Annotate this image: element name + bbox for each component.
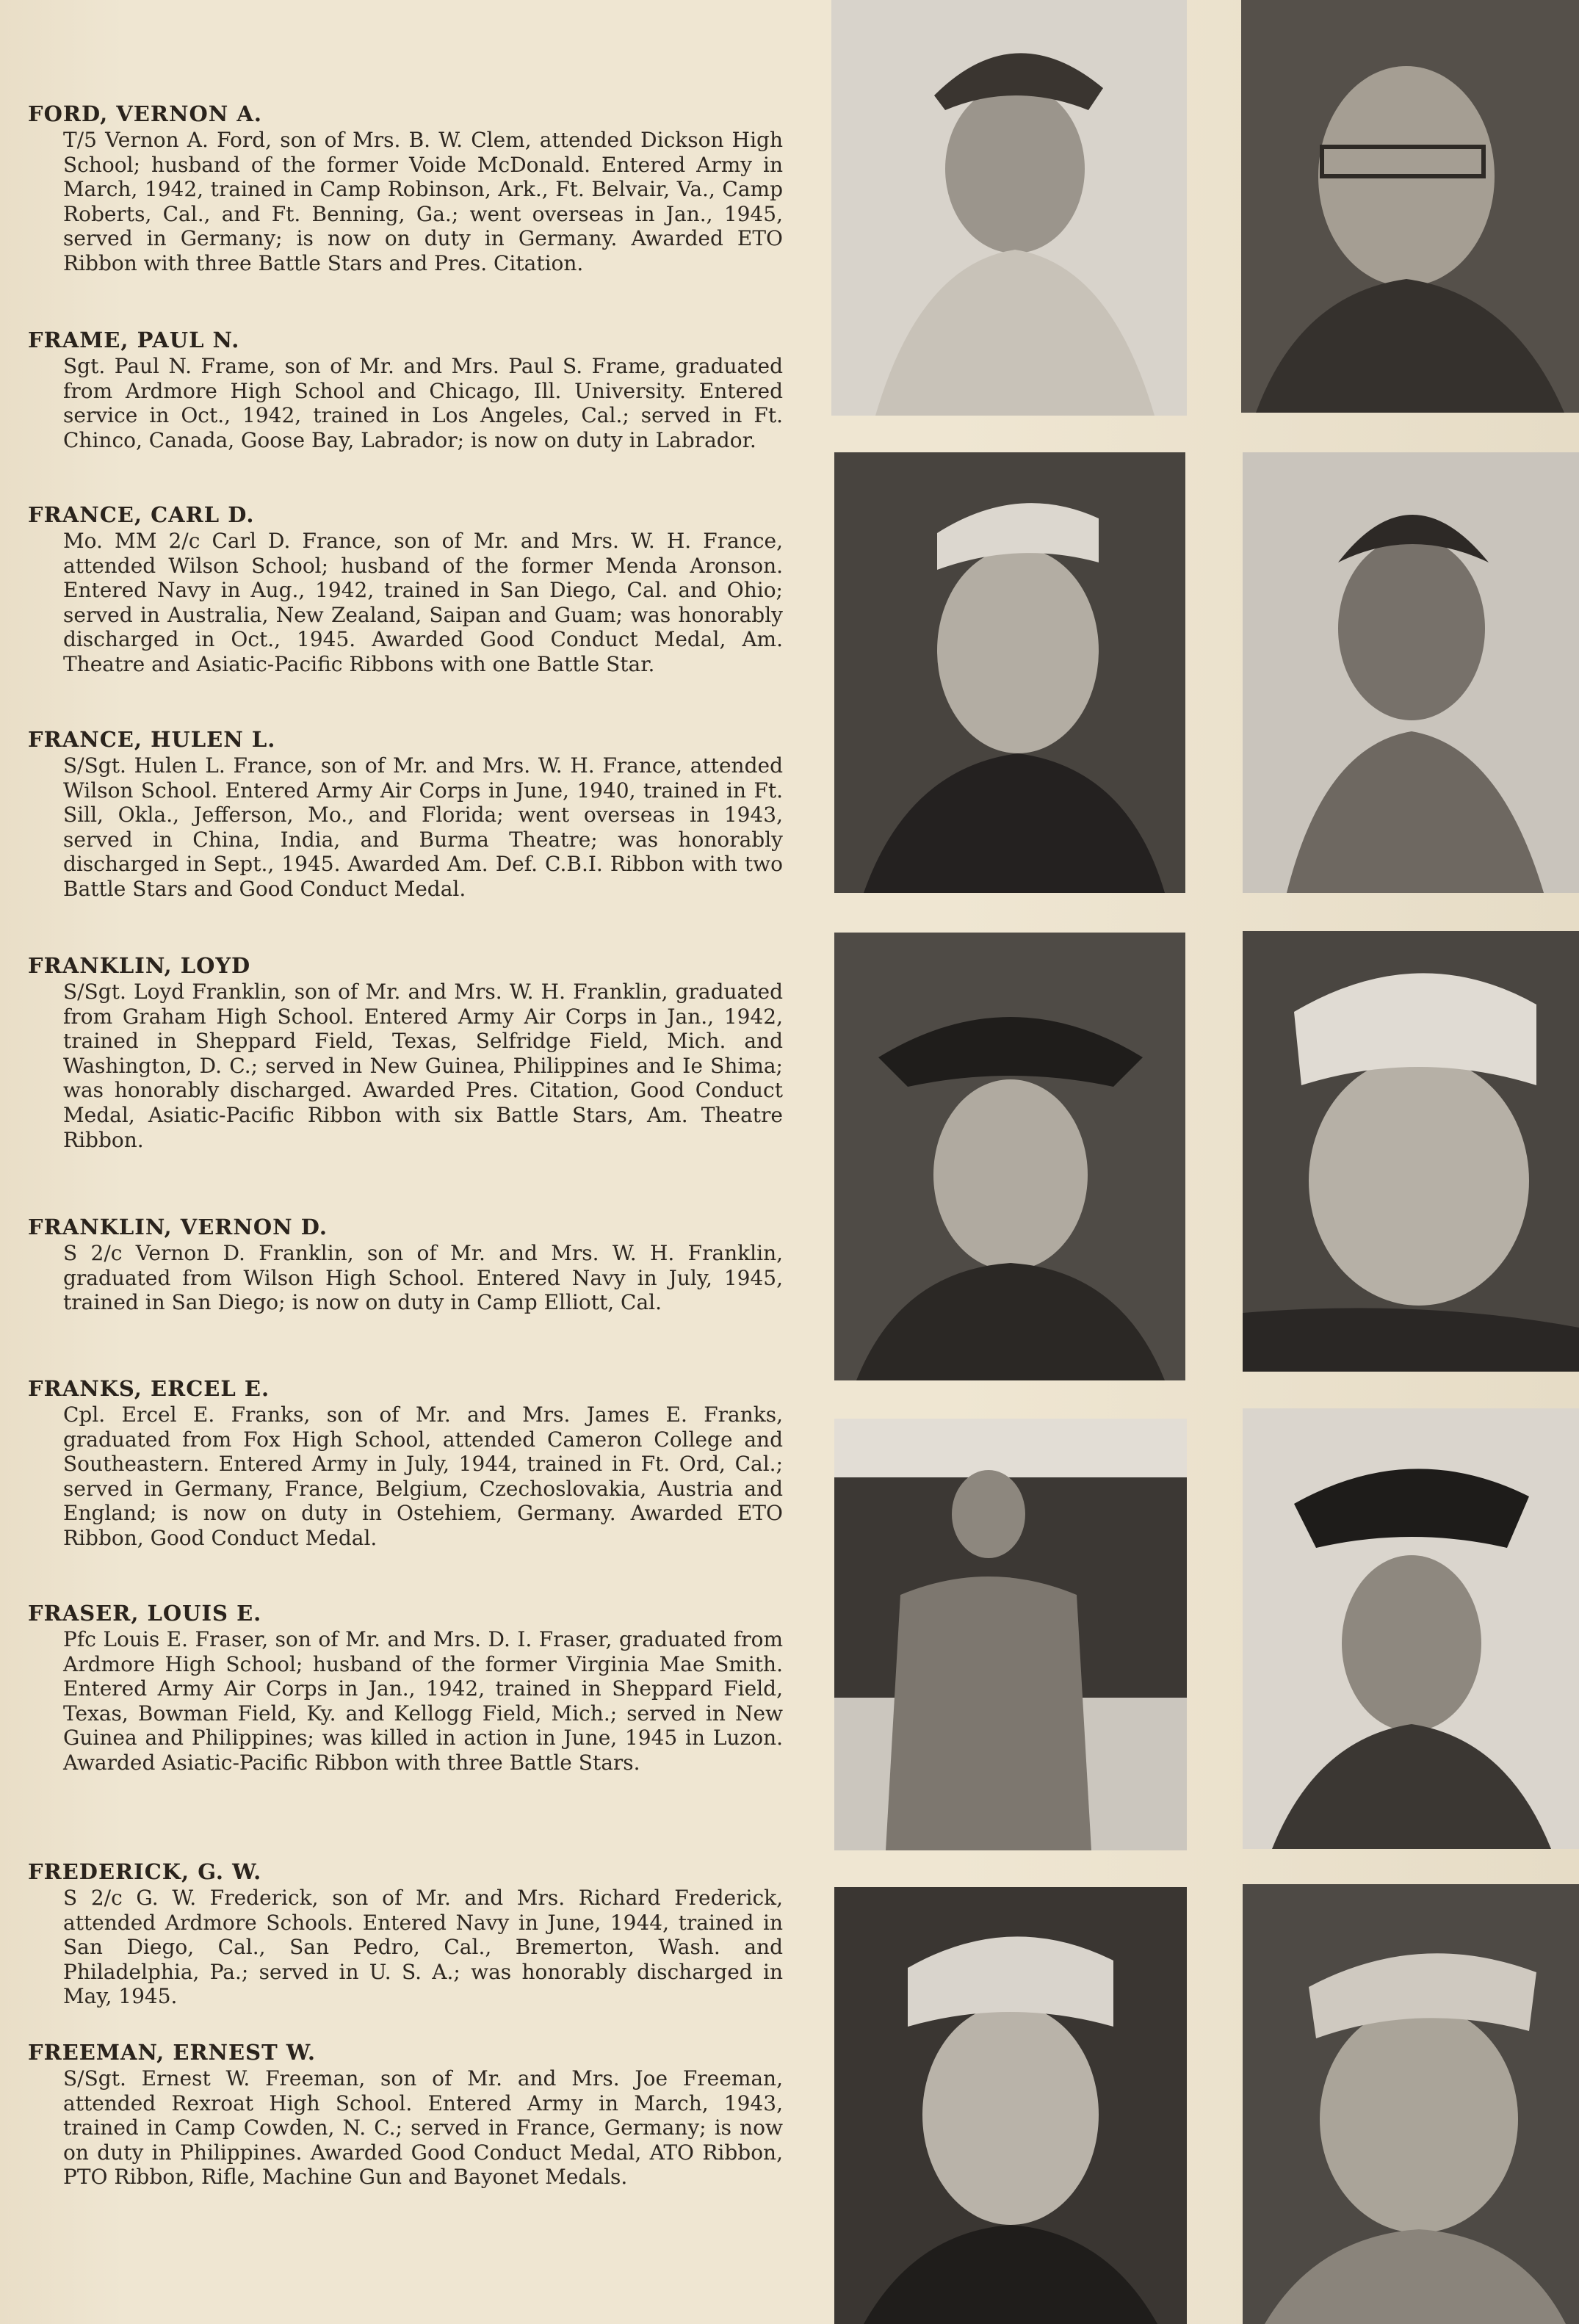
portrait-franks-ercel [834,1419,1187,1850]
portrait-ford-vernon [831,0,1187,416]
entry-body: S/Sgt. Ernest W. Freeman, son of Mr. and Mrs. Joe Freeman, attended Rexroat High School. Entered Army in March, 1943, trained in Camp Cowden, N. C.; served in France, Germany; is now on duty in Philippines. Awarded Good Conduct Medal, ATO Ribbon, PTO Ribbon, Rifle, Machine Gun and Bayonet Medals. [63,2066,783,2190]
entry-france-carl [28,502,783,677]
portrait-frame-paul [1241,0,1579,413]
entry-name: FRAME, PAUL N. [28,327,240,352]
entry-name: FRASER, LOUIS E. [28,1601,262,1626]
entry-name: FRANCE, CARL D. [28,502,255,527]
portrait-france-hulen [1243,452,1579,893]
portrait-freeman-ernest [1243,1884,1579,2324]
entry-body: T/5 Vernon A. Ford, son of Mrs. B. W. Clem, attended Dickson High School; husband of the former Voide McDonald. Entered Army in March, 1942, trained in Camp Robinson, Ark., Ft. Belvair, Va., Camp Roberts, Cal., and Ft. Benning, Ga.; went overseas in Jan., 1945, served in Germany; is now on duty in Germany. Awarded ETO Ribbon with three Battle Stars and Pres. Citation. [63,128,783,275]
portrait-france-carl [834,452,1185,893]
entry-freeman-ernest [28,2040,783,2190]
entry-body: Cpl. Ercel E. Franks, son of Mr. and Mrs. James E. Franks, graduated from Fox High School, attended Cameron College and Southeastern. Entered Army in July, 1944, trained in Ft. Ord, Cal.; served in Germany, France, Belgium, Czechoslovakia, Austria and England; is now on duty in Ostehiem, Germany. Awarded ETO Ribbon, Good Conduct Medal. [63,1402,783,1550]
entry-name: FORD, VERNON A. [28,101,262,126]
entry-body: S 2/c Vernon D. Franklin, son of Mr. and Mrs. W. H. Franklin, graduated from Wilson High School. Entered Navy in July, 1945, trained in San Diego; is now on duty in Camp Elliott, Cal. [63,1241,783,1315]
entry-france-hulen [28,727,783,902]
entry-franklin-vernon [28,1215,783,1315]
portrait-frederick-gw [834,1887,1187,2324]
entry-ford-vernon [28,101,783,276]
entry-body: S/Sgt. Hulen L. France, son of Mr. and Mrs. W. H. France, attended Wilson School. Entered Army Air Corps in June, 1940, trained in Ft. Sill, Okla., Jefferson, Mo., and Florida; went overseas in 1943, served in China, India, and Burma Theatre; was honorably discharged in Sept., 1945. Awarded Am. Def. C.B.I. Ribbon with two Battle Stars and Good Conduct Medal. [63,753,783,901]
entry-body: S/Sgt. Loyd Franklin, son of Mr. and Mrs. W. H. Franklin, graduated from Graham High School. Entered Army Air Corps in Jan., 1942, trained in Sheppard Field, Texas, Selfridge Field, Mich. and Washington, D. C.; served in New Guinea, Philippines and Ie Shima; was honorably discharged. Awarded Pres. Citation, Good Conduct Medal, Asiatic-Pacific Ribbon with six Battle Stars, Am. Theatre Ribbon. [63,980,783,1152]
portrait-franklin-vernon [1243,931,1579,1372]
entry-franklin-loyd [28,953,783,1152]
entry-name: FRANKLIN, LOYD [28,953,251,978]
entry-name: FREEMAN, ERNEST W. [28,2040,316,2065]
entry-name: FREDERICK, G. W. [28,1859,262,1884]
entry-frederick-gw [28,1859,783,2009]
entry-body: Mo. MM 2/c Carl D. France, son of Mr. and Mrs. W. H. France, attended Wilson School; husband of the former Menda Aronson. Entered Navy in Aug., 1942, trained in San Diego, Cal. and Ohio; served in Australia, New Zealand, Saipan and Guam; was honorably discharged in Oct., 1945. Awarded Good Conduct Medal, Am. Theatre and Asiatic-Pacific Ribbons with one Battle Star. [63,529,783,676]
entry-franks-ercel [28,1376,783,1551]
entry-name: FRANKLIN, VERNON D. [28,1215,328,1239]
entry-body: Pfc Louis E. Fraser, son of Mr. and Mrs. D. I. Fraser, graduated from Ardmore High School; husband of the former Virginia Mae Smith. Entered Army Air Corps in Jan., 1942, trained in Sheppard Field, Texas, Bowman Field, Ky. and Kellogg Field, Mich.; served in New Guinea and Philippines; was killed in action in June, 1945 in Luzon. Awarded Asiatic-Pacific Ribbon with three Battle Stars. [63,1627,783,1775]
entry-name: FRANKS, ERCEL E. [28,1376,270,1401]
entry-body: Sgt. Paul N. Frame, son of Mr. and Mrs. Paul S. Frame, graduated from Ardmore High School and Chicago, Ill. University. Entered service in Oct., 1942, trained in Los Angeles, Cal.; served in Ft. Chinco, Canada, Goose Bay, Labrador; is now on duty in Labrador. [63,354,783,452]
portrait-fraser-louis [1243,1408,1579,1849]
entry-name: FRANCE, HULEN L. [28,727,276,752]
entry-frame-paul [28,327,783,452]
entry-fraser-louis [28,1601,783,1775]
entry-body: S 2/c G. W. Frederick, son of Mr. and Mrs. Richard Frederick, attended Ardmore Schools. Entered Navy in June, 1944, trained in San Diego, Cal., San Pedro, Cal., Bremerton, Wash. and Philadelphia, Pa.; served in U. S. A.; was honorably discharged in May, 1945. [63,1886,783,2009]
portrait-franklin-loyd [834,933,1185,1380]
